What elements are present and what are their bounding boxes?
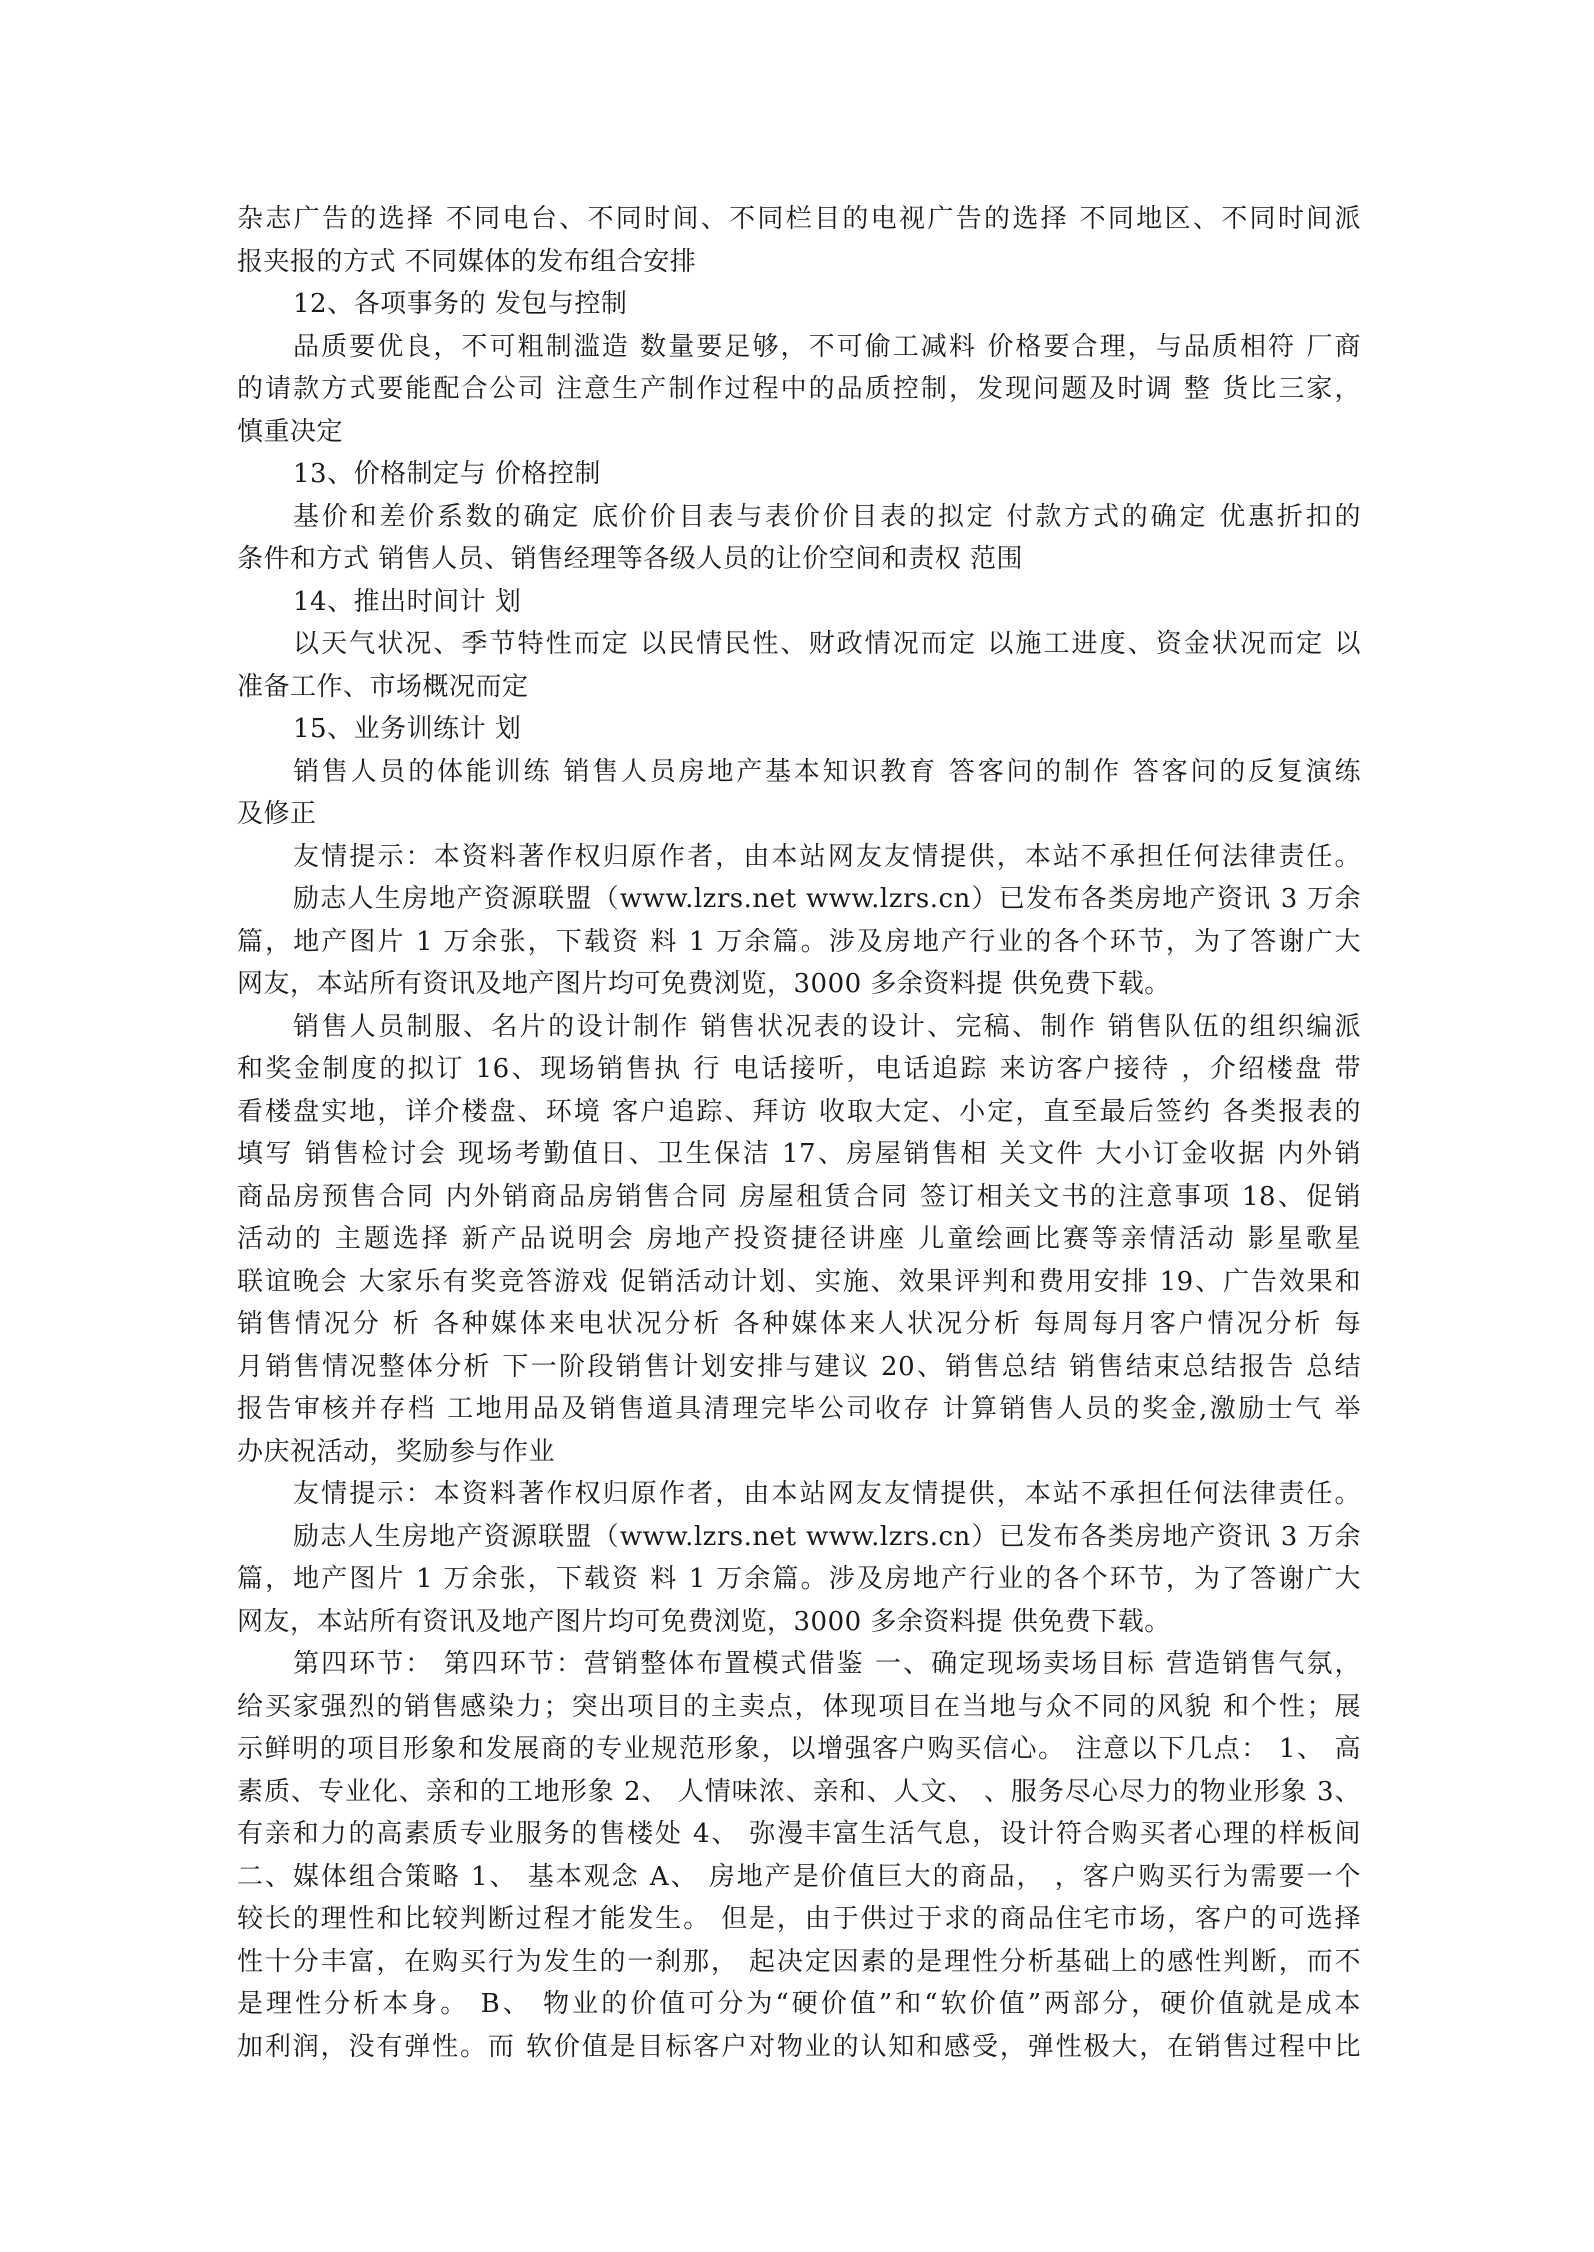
document-body	[237, 198, 1361, 2068]
text-line: 14、推出时间计 划	[293, 586, 522, 617]
text-line: 杂志广告的选择 不同电台、不同时间、不同栏目的电视广告的选择 不同地区、不同时间派	[237, 204, 1361, 234]
text-line: 销售人员的体能训练 销售人员房地产基本知识教育 答客问的制作 答客问的反复演练	[293, 756, 1361, 787]
text-line: 网友，本站所有资讯及地产图片均可免费浏览，3000 多余资料提 供免费下载。	[237, 969, 1171, 999]
text-line: 商品房预售合同 内外销商品房销售合同 房屋租赁合同 签订相关文书的注意事项 18、促销	[237, 1181, 1361, 1212]
text-line: 加利润，没有弹性。而 软价值是目标客户对物业的认知和感受，弹性极大，在销售过程中比	[237, 2031, 1361, 2062]
text-line: 办庆祝活动，奖励参与作业	[237, 1436, 556, 1467]
text-line: 以天气状况、季节特性而定 以民情民性、财政情况而定 以施工进度、资金状况而定 以	[293, 629, 1361, 659]
text-line: 的请款方式要能配合公司 注意生产制作过程中的品质控制，发现问题及时调 整 货比三家，	[237, 374, 1361, 404]
text-line: 13、价格制定与 价格控制	[293, 459, 601, 489]
text-line: 和奖金制度的拟订 16、现场销售执 行 电话接听，电话追踪 来访客户接待 ，介绍楼盘 带	[237, 1054, 1361, 1084]
text-line: 活动的 主题选择 新产品说明会 房地产投资捷径讲座 儿童绘画比赛等亲情活动 影星歌星	[237, 1224, 1361, 1254]
text-line: 销售人员制服、名片的设计制作 销售状况表的设计、完稿、制作 销售队伍的组织编派	[293, 1011, 1361, 1042]
text-line: 第四环节： 第四环节：营销整体布置模式借鉴 一、确定现场卖场目标 营造销售气氛，	[293, 1649, 1361, 1679]
text-line: 篇，地产图片 1 万余张，下载资 料 1 万余篇。涉及房地产行业的各个环节，为了答谢广大	[237, 926, 1361, 957]
text-line: 二、媒体组合策略 1、 基本观念 A、 房地产是价值巨大的商品， ，客户购买行为需要一个	[237, 1861, 1361, 1892]
text-line: 示鲜明的项目形象和发展商的专业规范形象，以增强客户购买信心。 注意以下几点： 1、 高	[237, 1734, 1361, 1764]
text-line: 报夹报的方式 不同媒体的发布组合安排	[237, 246, 697, 277]
text-line: 报告审核并存档 工地用品及销售道具清理完毕公司收存 计算销售人员的奖金,激励士气 举	[237, 1394, 1361, 1424]
text-line: 销售情况分 析 各种媒体来电状况分析 各种媒体来人状况分析 每周每月客户情况分析 每	[237, 1309, 1361, 1339]
text-line: 慎重决定	[237, 416, 344, 447]
text-line: 及修正	[237, 799, 317, 829]
text-line: 品质要优良，不可粗制滥造 数量要足够，不可偷工减料 价格要合理，与品质相符 厂商	[293, 331, 1361, 362]
text-line: 15、业务训练计 划	[293, 714, 522, 744]
text-line: 条件和方式 销售人员、销售经理等各级人员的让价空间和责权 范围	[237, 544, 1024, 574]
text-line: 友情提示：本资料著作权归原作者，由本站网友友情提供，本站不承担任何法律责任。	[293, 841, 1361, 872]
text-line: 篇，地产图片 1 万余张，下载资 料 1 万余篇。涉及房地产行业的各个环节，为了答谢广大	[237, 1564, 1361, 1594]
text-line: 准备工作、市场概况而定	[237, 671, 529, 702]
text-line: 12、各项事务的 发包与控制	[293, 289, 628, 319]
text-line: 友情提示：本资料著作权归原作者，由本站网友友情提供，本站不承担任何法律责任。	[293, 1479, 1361, 1509]
text-line: 填写 销售检讨会 现场考勤值日、卫生保洁 17、房屋销售相 关文件 大小订金收据 内外销	[237, 1139, 1361, 1169]
text-line: 素质、专业化、亲和的工地形象 2、 人情味浓、亲和、人文、 、服务尽心尽力的物业形象 3、	[237, 1776, 1361, 1807]
text-line: 联谊晚会 大家乐有奖竞答游戏 促销活动计划、实施、效果评判和费用安排 19、广告效果和	[237, 1266, 1361, 1297]
text-line: 基价和差价系数的确定 底价价目表与表价价目表的拟定 付款方式的确定 优惠折扣的	[293, 501, 1361, 532]
text-line: 月销售情况整体分析 下一阶段销售计划安排与建议 20、销售总结 销售结束总结报告 总结	[237, 1351, 1361, 1382]
text-line: 看楼盘实地，详介楼盘、环境 客户追踪、拜访 收取大定、小定，直至最后签约 各类报表的	[237, 1096, 1361, 1127]
text-line: 较长的理性和比较判断过程才能发生。 但是，由于供过于求的商品住宅市场，客户的可选择	[237, 1904, 1361, 1934]
text-line: 性十分丰富，在购买行为发生的一刹那， 起决定因素的是理性分析基础上的感性判断，而不	[237, 1946, 1361, 1977]
text-line: 网友，本站所有资讯及地产图片均可免费浏览，3000 多余资料提 供免费下载。	[237, 1606, 1171, 1637]
text-line: 励志人生房地产资源联盟（www.lzrs.net www.lzrs.cn）已发布各类房地产资讯 3 万余	[293, 884, 1361, 914]
text-line: 是理性分析本身。 B、 物业的价值可分为“硬价值”和“软价值”两部分，硬价值就是成本	[237, 1989, 1361, 2019]
text-line: 有亲和力的高素质专业服务的售楼处 4、 弥漫丰富生活气息，设计符合购买者心理的样板间	[237, 1819, 1361, 1849]
text-line: 给买家强烈的销售感染力；突出项目的主卖点，体现项目在当地与众不同的风貌 和个性；展	[237, 1691, 1361, 1722]
text-line: 励志人生房地产资源联盟（www.lzrs.net www.lzrs.cn）已发布各类房地产资讯 3 万余	[293, 1521, 1361, 1552]
